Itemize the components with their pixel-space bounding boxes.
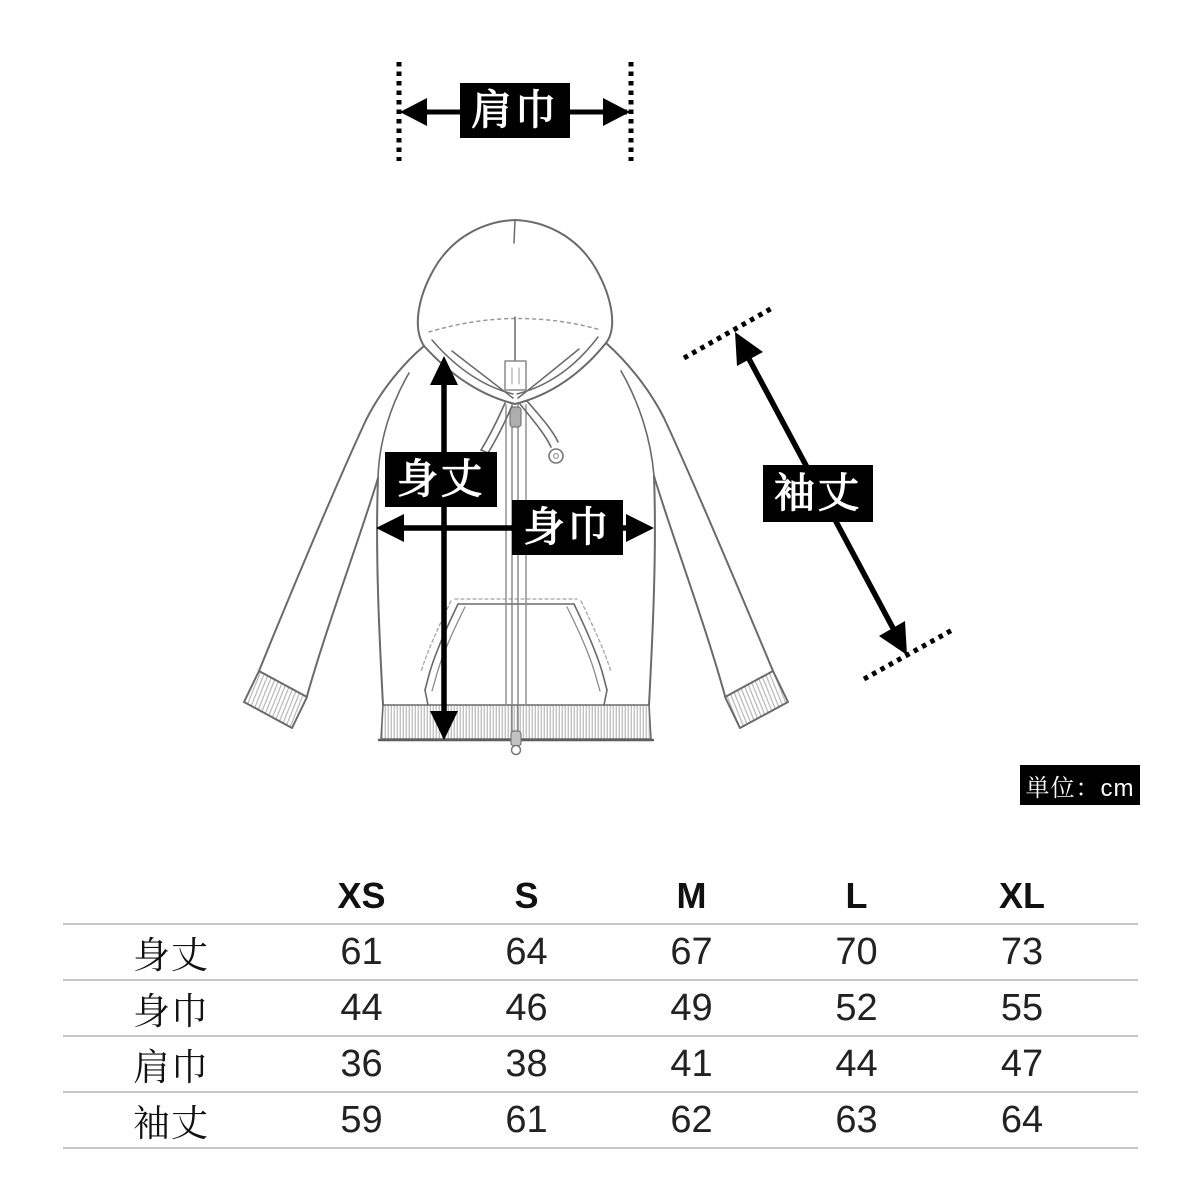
spacer-cell [1105, 924, 1138, 980]
size-column-header-m: M [609, 869, 774, 924]
size-value-cell: 63 [774, 1092, 939, 1148]
zipper-pull [511, 731, 521, 746]
size-value-cell: 46 [444, 980, 609, 1036]
spacer-cell [1105, 1092, 1138, 1148]
size-table [63, 869, 1138, 1149]
header-spacer-cell [1105, 869, 1138, 924]
size-value-cell: 36 [279, 1036, 444, 1092]
size-value-cell: 47 [939, 1036, 1105, 1092]
table-row-sleeve-length [63, 1092, 1138, 1148]
unit-badge: 単位：cm [1020, 765, 1140, 805]
left-cuff [244, 671, 307, 728]
size-value-cell: 41 [609, 1036, 774, 1092]
header-spacer-cell [63, 869, 279, 924]
zipper-slider [510, 407, 521, 427]
size-value-cell: 61 [279, 924, 444, 980]
size-value-cell: 38 [444, 1036, 609, 1092]
size-value-cell: 62 [609, 1092, 774, 1148]
size-value-cell: 67 [609, 924, 774, 980]
size-value-cell: 55 [939, 980, 1105, 1036]
neck-tag [505, 361, 526, 390]
size-value-cell: 70 [774, 924, 939, 980]
body-width-label: 身巾 [512, 500, 623, 555]
table-row-body-length [63, 924, 1138, 980]
measurement-row-label: 身巾 [63, 980, 279, 1036]
measurement-row-label: 袖丈 [63, 1092, 279, 1148]
size-value-cell: 73 [939, 924, 1105, 980]
spacer-cell [1105, 1036, 1138, 1092]
measurement-row-label: 肩巾 [63, 1036, 279, 1092]
size-column-header-xl: XL [939, 869, 1105, 924]
sleeve-length-label: 袖丈 [763, 465, 873, 522]
size-value-cell: 64 [444, 924, 609, 980]
size-value-cell: 44 [774, 1036, 939, 1092]
spacer-cell [1105, 980, 1138, 1036]
size-table-header-row [63, 869, 1138, 924]
hoodie-illustration [244, 220, 788, 755]
table-row-body-width [63, 980, 1138, 1036]
size-value-cell: 52 [774, 980, 939, 1036]
size-value-cell: 49 [609, 980, 774, 1036]
table-row-shoulder-width [63, 1036, 1138, 1092]
size-column-header-xs: XS [279, 869, 444, 924]
right-cuff [725, 671, 788, 728]
size-value-cell: 44 [279, 980, 444, 1036]
measurement-row-label: 身丈 [63, 924, 279, 980]
size-column-header-s: S [444, 869, 609, 924]
size-value-cell: 61 [444, 1092, 609, 1148]
drawstring-aglet [549, 449, 563, 463]
size-value-cell: 59 [279, 1092, 444, 1148]
size-value-cell: 64 [939, 1092, 1105, 1148]
size-column-header-l: L [774, 869, 939, 924]
body-length-label: 身丈 [385, 452, 497, 507]
shoulder-width-label: 肩巾 [460, 83, 570, 138]
